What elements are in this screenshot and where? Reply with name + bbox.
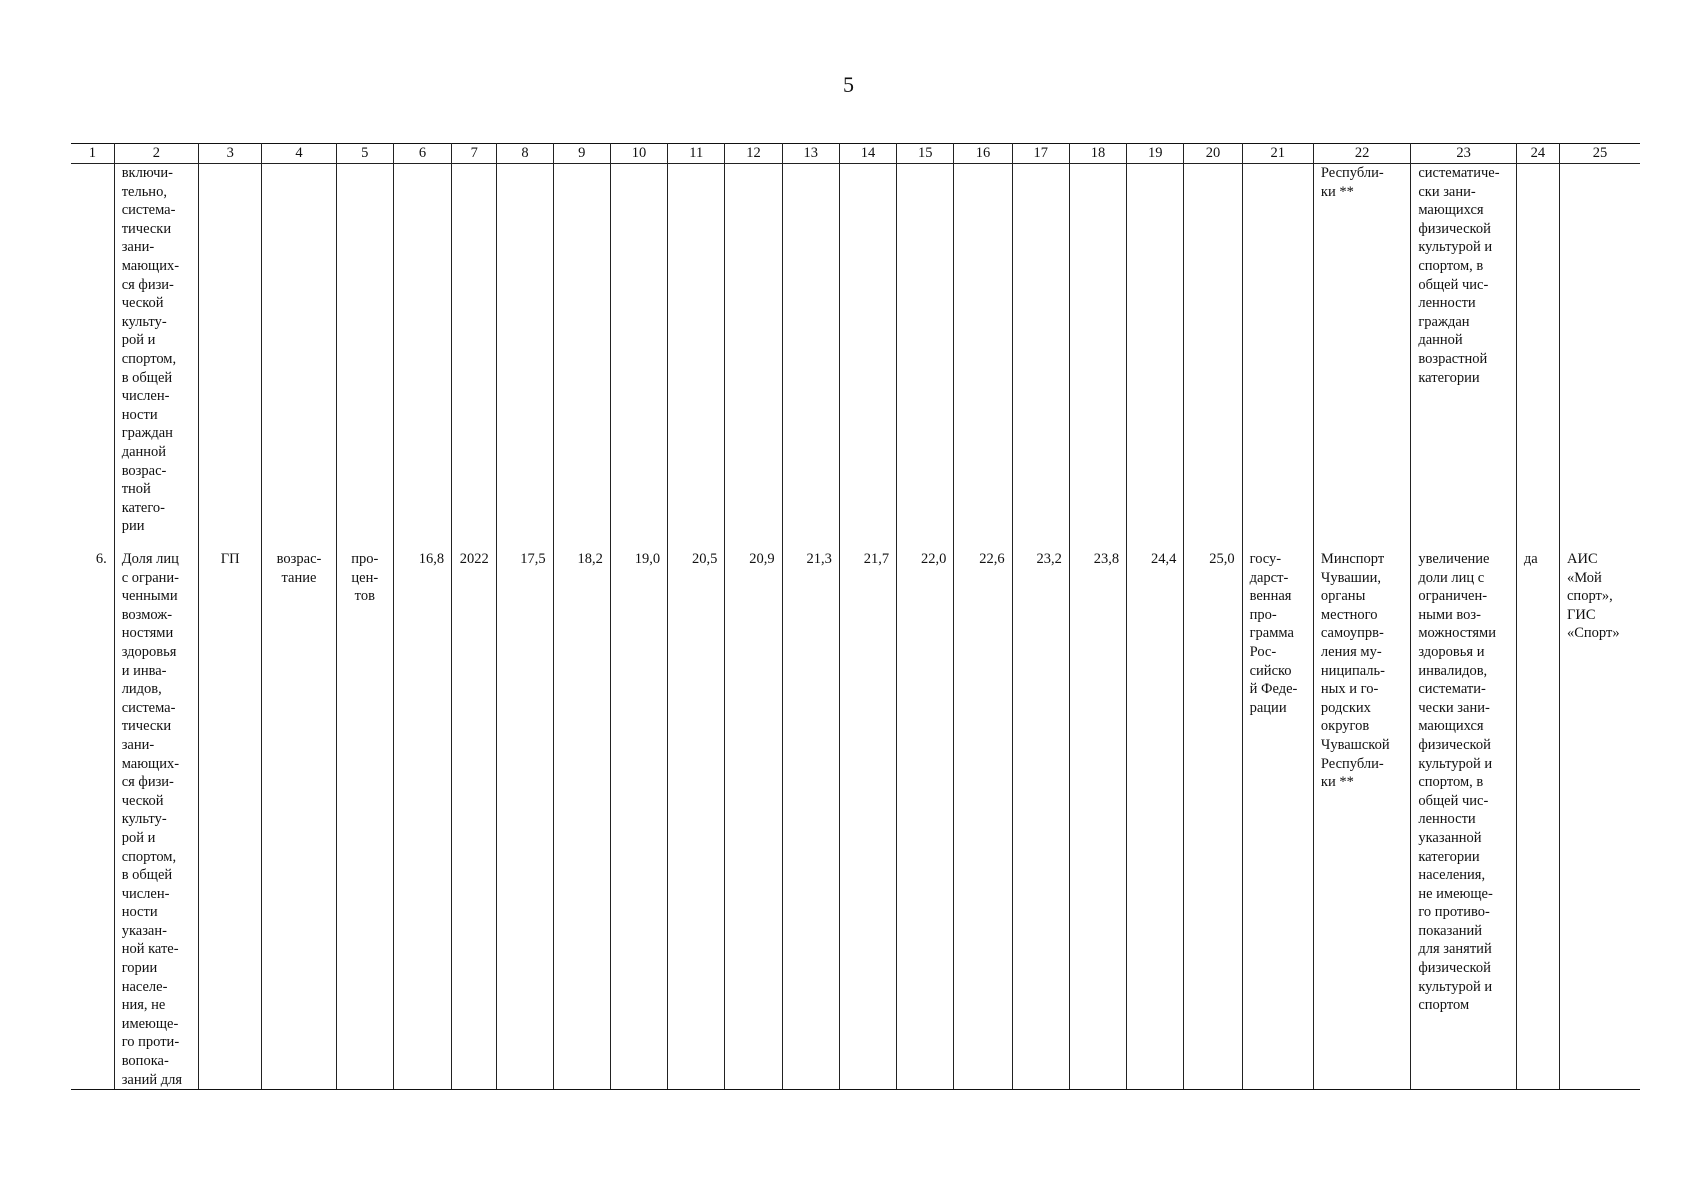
col-header-2: 2	[114, 144, 198, 164]
cell-empty	[553, 164, 610, 549]
col-header-13: 13	[782, 144, 839, 164]
col-header-5: 5	[336, 144, 393, 164]
col-header-14: 14	[839, 144, 896, 164]
col-header-12: 12	[725, 144, 782, 164]
cell-value-20: 25,0	[1184, 548, 1242, 1090]
cell-empty	[1242, 164, 1313, 549]
col-header-3: 3	[199, 144, 262, 164]
cell-empty	[1184, 164, 1242, 549]
col-header-1: 1	[71, 144, 114, 164]
cell-value-11: 20,5	[668, 548, 725, 1090]
cell-value-14: 21,7	[839, 548, 896, 1090]
col-header-7: 7	[452, 144, 497, 164]
cell-value-13: 21,3	[782, 548, 839, 1090]
cell-empty	[954, 164, 1012, 549]
cell-empty	[897, 164, 954, 549]
cell-value-18: 23,8	[1069, 548, 1126, 1090]
cell-value-17: 23,2	[1012, 548, 1069, 1090]
col-header-8: 8	[497, 144, 553, 164]
cell-level: ГП	[199, 548, 262, 1090]
cell-responsible: Минспорт Чувашии, органы местного самоупрв- ления му- ниципаль- ных и го- родских округов Чувашской Республи- ки **	[1313, 548, 1410, 1090]
cell-empty	[497, 164, 553, 549]
cell-empty	[610, 164, 667, 549]
cell-indicator-name: Доля лиц с ограни- ченными возмож- ностями здоровья и инва- лидов, система- тически зани- мающих- ся физи- ческой культу- рой и спортом, в общей числен- ности указан- ной кате- гории населе- ния, не имеюще- го проти- вопока- заний для	[114, 548, 198, 1090]
col-header-19: 19	[1127, 144, 1184, 164]
col-header-23: 23	[1411, 144, 1516, 164]
cell-information-system: АИС «Мой спорт», ГИС «Спорт»	[1560, 548, 1641, 1090]
table-row-continued	[71, 164, 1640, 549]
col-header-15: 15	[897, 144, 954, 164]
cell-flag: да	[1516, 548, 1559, 1090]
col-header-22: 22	[1313, 144, 1410, 164]
cell-empty	[1012, 164, 1069, 549]
col-header-20: 20	[1184, 144, 1242, 164]
cell-empty	[725, 164, 782, 549]
cell-value-10: 19,0	[610, 548, 667, 1090]
cell-trend: возрас- тание	[262, 548, 336, 1090]
col-header-21: 21	[1242, 144, 1313, 164]
indicators-table	[71, 143, 1640, 1090]
col-header-17: 17	[1012, 144, 1069, 164]
col-header-6: 6	[393, 144, 451, 164]
cell-responsible-continued: Республи- ки **	[1313, 164, 1410, 549]
cell-value-19: 24,4	[1127, 548, 1184, 1090]
col-header-11: 11	[668, 144, 725, 164]
cell-indicator-name-continued: включи- тельно, система- тически зани- мающих- ся физи- ческой культу- рой и спортом, в общей числен- ности граждан данной возрас- тной катего- рии	[114, 164, 198, 549]
cell-empty	[668, 164, 725, 549]
cell-empty	[782, 164, 839, 549]
cell-value-16: 22,6	[954, 548, 1012, 1090]
cell-empty	[452, 164, 497, 549]
cell-empty	[1560, 164, 1641, 549]
page-number: 5	[843, 72, 854, 97]
column-number-row	[71, 144, 1640, 164]
cell-value-9: 18,2	[553, 548, 610, 1090]
col-header-4: 4	[262, 144, 336, 164]
cell-empty	[1069, 164, 1126, 549]
cell-base-value: 16,8	[393, 548, 451, 1090]
col-header-24: 24	[1516, 144, 1559, 164]
cell-value-12: 20,9	[725, 548, 782, 1090]
cell-value-15: 22,0	[897, 548, 954, 1090]
cell-empty	[393, 164, 451, 549]
col-header-9: 9	[553, 144, 610, 164]
col-header-16: 16	[954, 144, 1012, 164]
cell-base-year: 2022	[452, 548, 497, 1090]
cell-row-number: 6.	[71, 548, 114, 1090]
col-header-18: 18	[1069, 144, 1126, 164]
cell-value-8: 17,5	[497, 548, 553, 1090]
cell-empty	[199, 164, 262, 549]
cell-empty	[336, 164, 393, 549]
col-header-10: 10	[610, 144, 667, 164]
cell-unit: про- цен- тов	[336, 548, 393, 1090]
cell-empty	[71, 164, 114, 549]
cell-empty	[1127, 164, 1184, 549]
cell-program: госу- дарст- венная про- грамма Рос- сийско й Феде- рации	[1242, 548, 1313, 1090]
cell-empty	[262, 164, 336, 549]
cell-empty	[839, 164, 896, 549]
cell-expected-result: увеличение доли лиц с ограничен- ными воз- можностями здоровья и инвалидов, системати- чески зани- мающихся физической культурой и спортом, в общей чис- ленности указанной категории населения, не имеюще- го противо- показаний для занятий физической культурой и спортом	[1411, 548, 1516, 1090]
col-header-25: 25	[1560, 144, 1641, 164]
table-row-6	[71, 548, 1640, 1090]
cell-empty	[1516, 164, 1559, 549]
cell-expected-result-continued: систематиче- ски зани- мающихся физической культурой и спортом, в общей чис- ленности граждан данной возрастной категории	[1411, 164, 1516, 549]
